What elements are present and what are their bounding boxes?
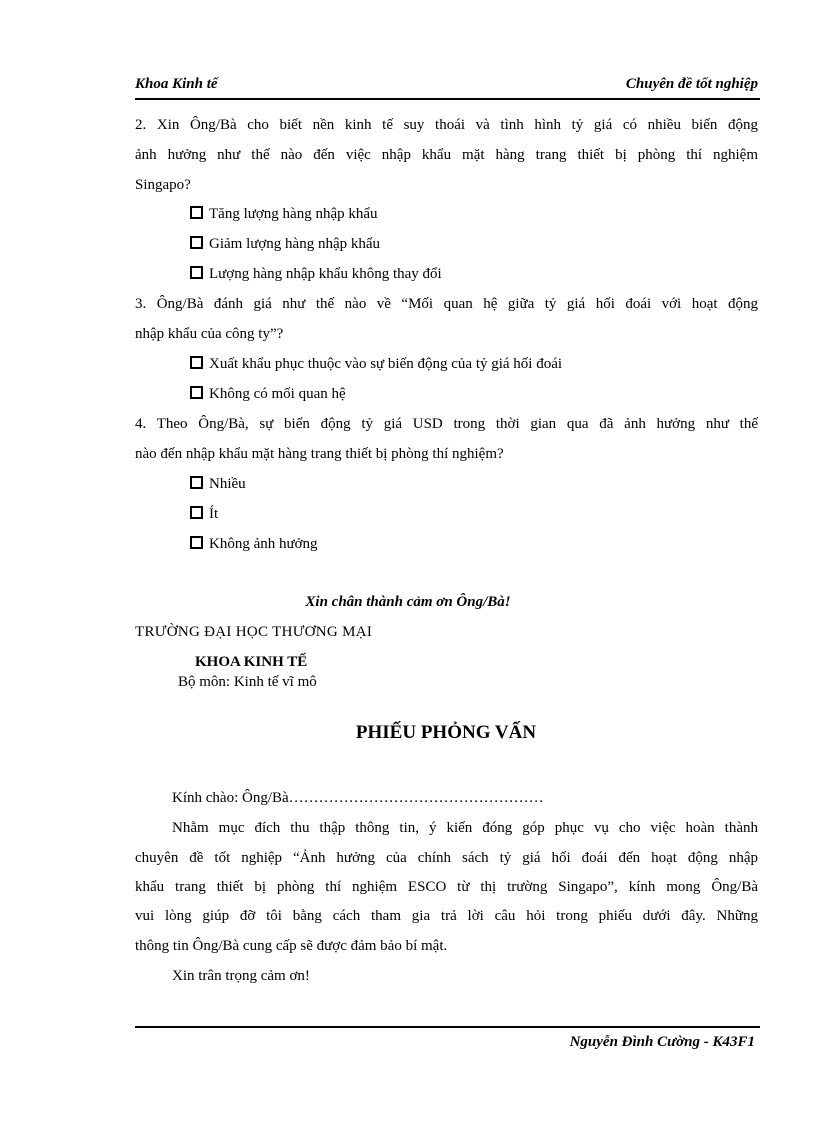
university-name: TRƯỜNG ĐẠI HỌC THƯƠNG MẠI (135, 624, 373, 640)
intro-line-5: thông tin Ông/Bà cung cấp sẽ được đảm bảo bí mật. (135, 938, 448, 954)
q2-line-2: ảnh hưởng như thế nào đến việc nhập khẩu mặt hàng trang thiết bị phòng thí nghiệm (135, 147, 758, 163)
option-label: Giảm lượng hàng nhập khẩu (209, 236, 381, 252)
q4-option-2[interactable] (190, 504, 218, 524)
checkbox-icon[interactable] (190, 236, 203, 249)
q4-option-1[interactable] (190, 474, 246, 494)
q4-line-1: 4. Theo Ông/Bà, sự biến động tỷ giá USD trong thời gian qua đã ảnh hưởng như thế (135, 416, 758, 432)
option-label: Ít (209, 506, 219, 522)
q3-line-2: nhập khẩu của công ty”? (135, 326, 284, 342)
q3-option-1[interactable] (190, 354, 562, 374)
closing-line: Xin trân trọng cảm ơn! (172, 968, 310, 984)
checkbox-icon[interactable] (190, 356, 203, 369)
header-faculty: Khoa Kinh tế (135, 76, 218, 92)
author-name: Nguyễn Đình Cường - K43F1 (569, 1034, 755, 1050)
form-title: PHIẾU PHỎNG VẤN (355, 722, 537, 743)
q2-line-1: 2. Xin Ông/Bà cho biết nền kinh tế suy thoái và tình hình tỷ giá có nhiều biến động (135, 117, 758, 133)
page-footer (135, 1026, 760, 1050)
option-label: Không có mối quan hệ (209, 386, 346, 402)
option-label: Lượng hàng nhập khẩu không thay đổi (209, 266, 442, 282)
header-thesis-type: Chuyên đề tốt nghiệp (625, 76, 758, 92)
q3-line-1: 3. Ông/Bà đánh giá như thế nào về “Mối quan hệ giữa tỷ giá hối đoái với hoạt động (135, 296, 758, 312)
q2-option-2[interactable] (190, 234, 380, 254)
thank-you-note: Xin chân thành cảm ơn Ông/Bà! (305, 594, 511, 610)
department-name: Bộ môn: Kinh tế vĩ mô (178, 674, 317, 690)
q2-line-3: Singapo? (135, 177, 191, 193)
checkbox-icon[interactable] (190, 506, 203, 519)
faculty-name: KHOA KINH TẾ (195, 654, 308, 670)
intro-line-4: vui lòng giúp đỡ tôi bằng cách tham gia trả lời câu hỏi trong phiếu dưới đây. Những (135, 908, 758, 924)
option-label: Nhiều (209, 476, 246, 492)
intro-line-3: khẩu trang thiết bị phòng thí nghiệm ESCO từ thị trường Singapo”, kính mong Ông/Bà (135, 879, 758, 895)
q3-option-2[interactable] (190, 384, 346, 404)
intro-line-1: Nhằm mục đích thu thập thông tin, ý kiến đóng góp phục vụ cho việc hoàn thành (172, 820, 758, 836)
q2-option-3[interactable] (190, 264, 442, 284)
q2-option-1[interactable] (190, 204, 378, 224)
q4-option-3[interactable] (190, 534, 318, 554)
checkbox-icon[interactable] (190, 206, 203, 219)
checkbox-icon[interactable] (190, 266, 203, 279)
checkbox-icon[interactable] (190, 386, 203, 399)
page-header (135, 72, 760, 100)
checkbox-icon[interactable] (190, 536, 203, 549)
option-label: Tăng lượng hàng nhập khẩu (209, 206, 378, 222)
option-label: Xuất khẩu phục thuộc vào sự biến động của tỷ giá hối đoái (209, 356, 563, 372)
greeting-line: Kính chào: Ông/Bà…………………………………………… (172, 790, 544, 806)
intro-line-2: chuyên đề tốt nghiệp “Ảnh hưởng của chính sách tỷ giá hối đoái đến hoạt động nhập (135, 850, 758, 866)
checkbox-icon[interactable] (190, 476, 203, 489)
option-label: Không ảnh hưởng (209, 536, 318, 552)
q4-line-2: nào đến nhập khẩu mặt hàng trang thiết bị phòng thí nghiệm? (135, 446, 504, 462)
